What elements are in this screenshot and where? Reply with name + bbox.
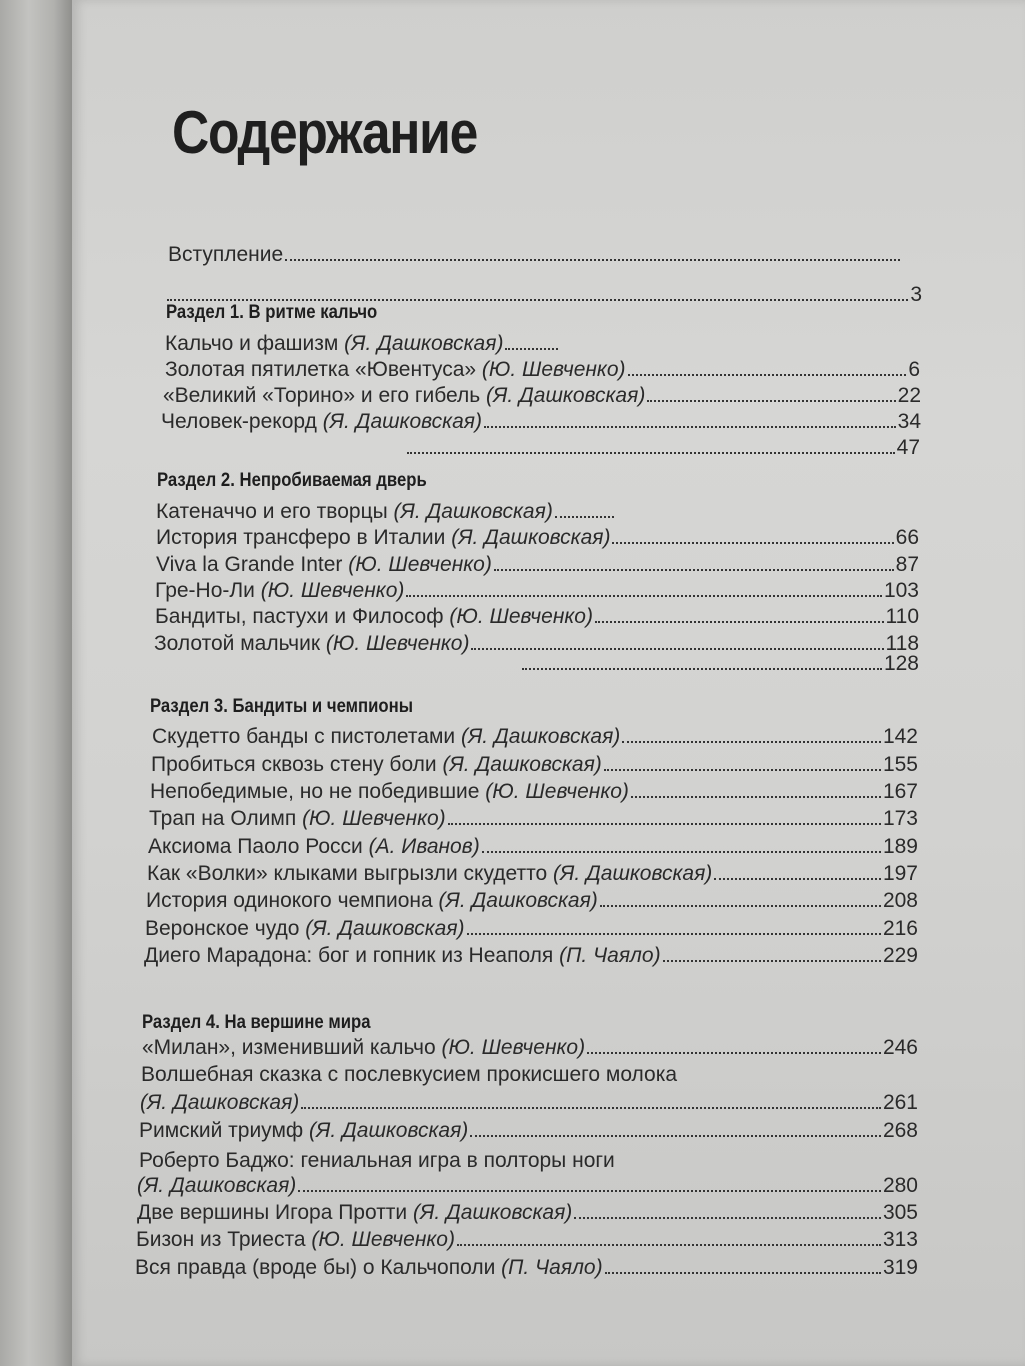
toc-entry [165, 332, 560, 356]
leader-dots [482, 851, 881, 853]
toc-entry [149, 807, 918, 831]
toc-entry-title: История одинокого чемпиона [146, 889, 433, 912]
toc-entry-title: Волшебная сказка с послевкусием прокисшего молока [141, 1063, 678, 1086]
leader-dots [574, 1217, 881, 1219]
toc-entry-author: (Я. Дашковская) [309, 1119, 469, 1142]
toc-entry-page: 22 [897, 384, 921, 407]
leader-dots [505, 348, 558, 350]
toc-entry-author: (Я. Дашковская) [451, 526, 611, 549]
toc-entry-author: (Я. Дашковская) [344, 332, 504, 355]
toc-entry-page: 208 [882, 889, 918, 912]
toc-entry [146, 889, 918, 913]
toc-entry-author: (Я. Дашковская) [486, 384, 646, 407]
leader-dots [167, 299, 908, 301]
toc-intro [168, 243, 900, 267]
leader-dots [663, 960, 881, 962]
toc-entry [165, 358, 920, 382]
toc-entry-author: (Я. Дашковская) [322, 410, 482, 433]
toc-entry-author: (Ю. Шевченко) [325, 632, 470, 655]
toc-entry-author: (Я. Дашковская) [305, 917, 465, 940]
toc-entry-author: (Ю. Шевченко) [449, 605, 593, 628]
toc-entry-title: Непобедимые, но не победившие [150, 780, 480, 803]
leader-dots [647, 400, 895, 402]
leader-dots [448, 823, 881, 825]
toc-entry-page: 246 [882, 1036, 918, 1059]
toc-entry-page: 118 [885, 632, 919, 655]
toc-entry-author: (Ю. Шевченко) [481, 358, 626, 381]
toc-entry [152, 725, 918, 749]
toc-entry-author: (Я. Дашковская) [413, 1201, 573, 1224]
leader-dots [622, 741, 881, 743]
toc-entry-page: 173 [882, 807, 918, 830]
toc-entry-page: 6 [908, 358, 920, 381]
toc-entry [150, 780, 918, 804]
toc-entry-author: (Ю. Шевченко) [311, 1228, 455, 1251]
toc-entry [136, 1228, 918, 1252]
leader-dots [522, 668, 882, 670]
toc-entry [156, 526, 919, 550]
toc-entry [161, 410, 921, 434]
toc-entry-title: Римский триумф [139, 1119, 304, 1142]
leader-dots [285, 259, 900, 261]
toc-entry [155, 579, 919, 603]
toc-entry-title: Катеначчо и его творцы [156, 500, 388, 523]
toc-entry-page: 280 [882, 1174, 918, 1197]
toc-entry [151, 753, 918, 777]
toc-entry-page: 268 [882, 1119, 918, 1142]
toc-entry-title: Пробиться сквозь стену боли [151, 753, 437, 776]
toc-entry-author: (Ю. Шевченко) [260, 579, 405, 602]
toc-entry-page: 319 [882, 1256, 918, 1279]
toc-entry [163, 384, 921, 408]
page-title: Содержание [172, 99, 477, 166]
toc-entry-page: 66 [895, 526, 919, 549]
toc-entry [156, 553, 919, 577]
leader-dots [470, 1135, 881, 1137]
toc-entry-page: 47 [896, 436, 920, 459]
book-binding [0, 0, 72, 1366]
toc-entry [147, 862, 918, 886]
toc-entry-title: Как «Волки» клыками выгрызли скудетто [147, 862, 548, 885]
toc-entry [142, 1036, 918, 1060]
toc-entry-title: «Великий «Торино» и его гибель [163, 384, 481, 407]
leader-dots [457, 1244, 881, 1246]
toc-entry-page: 142 [882, 725, 918, 748]
section-heading: Раздел 3. Бандиты и чемпионы [150, 696, 413, 717]
toc-entry-author: (Я. Дашковская) [442, 753, 602, 776]
toc-entry [137, 1174, 918, 1198]
toc-entry-author: (Ю. Шевченко) [348, 553, 492, 576]
toc-entry-author: (Я. Дашковская) [140, 1091, 300, 1114]
leader-dots [600, 905, 881, 907]
toc-entry [137, 1201, 918, 1225]
leader-dots [471, 648, 883, 650]
toc-entry-title: Аксиома Паоло Росси [148, 835, 363, 858]
leader-dots [301, 1107, 881, 1109]
leader-dots [714, 878, 881, 880]
section-heading: Раздел 4. На вершине мира [142, 1012, 371, 1033]
toc-entry-author: (Я. Дашковская) [438, 889, 598, 912]
toc-entry-page: 34 [897, 410, 921, 433]
toc-entry [145, 917, 918, 941]
section-heading: Раздел 1. В ритме кальчо [166, 302, 378, 323]
toc-entry-author: (Ю. Шевченко) [302, 807, 446, 830]
toc-entry-title: Кальчо и фашизм [165, 332, 339, 355]
toc-entry-author: (Я. Дашковская) [393, 500, 553, 523]
toc-entry-page: 167 [882, 780, 918, 803]
toc-entry-page: 110 [885, 605, 919, 628]
toc-entry [148, 835, 918, 859]
toc-entry-title: Бандиты, пастухи и Философ [155, 605, 444, 628]
leader-dots [604, 769, 881, 771]
toc-entry-title: Две вершины Игора Протти [137, 1201, 408, 1224]
toc-entry-author: (А. Иванов) [368, 835, 480, 858]
leader-dots [595, 621, 884, 623]
toc-entry [140, 1091, 918, 1115]
toc-entry-author: (Я. Дашковская) [461, 725, 621, 748]
toc-entry-author: (Я. Дашковская) [137, 1174, 297, 1197]
toc-entry-author: (Ю. Шевченко) [485, 780, 629, 803]
toc-entry-page-row [405, 436, 920, 460]
leader-dots [407, 452, 895, 454]
toc-entry-title: История трансферо в Италии [156, 526, 446, 549]
toc-entry-page: 229 [882, 944, 918, 967]
toc-entry-title: Viva la Grande Inter [156, 553, 343, 576]
leader-dots [406, 595, 882, 597]
toc-entry-title: Человек-рекорд [161, 410, 317, 433]
toc-entry-page: 155 [882, 753, 918, 776]
toc-entry [155, 605, 919, 629]
toc-entry-title: Трап на Олимп [149, 807, 297, 830]
leader-dots [467, 933, 881, 935]
toc-entry-author: (Ю. Шевченко) [441, 1036, 586, 1059]
toc-entry [139, 1119, 918, 1143]
toc-entry-title: Бизон из Триеста [136, 1228, 306, 1251]
toc-entry-title: Веронское чудо [145, 917, 300, 940]
toc-entry-page-row [520, 652, 919, 676]
toc-entry-author: (Я. Дашковская) [553, 862, 713, 885]
toc-entry-page: 305 [882, 1201, 918, 1224]
toc-entry-page: 313 [882, 1228, 918, 1251]
toc-entry [156, 500, 616, 524]
toc-entry [135, 1256, 918, 1280]
leader-dots [494, 569, 894, 571]
leader-dots [631, 796, 881, 798]
toc-entry-page: 261 [882, 1091, 918, 1114]
leader-dots [587, 1052, 881, 1054]
toc-entry-title: Скудетто банды с пистолетами [152, 725, 456, 748]
toc-entry-title: Диего Марадона: бог и гопник из Неаполя [144, 944, 554, 967]
leader-dots [298, 1190, 881, 1192]
toc-entry [144, 944, 918, 968]
toc-entry-page: 3 [910, 283, 922, 306]
leader-dots [555, 516, 614, 518]
toc-entry-page: 189 [882, 835, 918, 858]
toc-entry-page: 87 [895, 553, 919, 576]
leader-dots [605, 1272, 881, 1274]
toc-entry-page: 197 [882, 862, 918, 885]
toc-entry-title: Гре-Но-Ли [155, 579, 255, 602]
toc-entry-title: Золотая пятилетка «Ювентуса» [165, 358, 477, 381]
leader-dots [484, 426, 896, 428]
toc-entry-title: «Милан», изменивший кальчо [142, 1036, 436, 1059]
toc-entry-author: (П. Чаяло) [559, 944, 661, 967]
leader-dots [612, 542, 893, 544]
section-heading: Раздел 2. Непробиваемая дверь [157, 470, 427, 491]
toc-entry-page: 128 [883, 652, 919, 675]
toc-entry-title: Вступление [168, 243, 284, 266]
toc-entry-title: Золотой мальчик [154, 632, 321, 655]
toc-entry-page: 103 [883, 579, 919, 602]
toc-entry-page: 216 [882, 917, 918, 940]
toc-entry-title: Вся правда (вроде бы) о Кальчополи [135, 1256, 496, 1279]
toc-entry-author: (П. Чаяло) [501, 1256, 603, 1279]
toc-entry-title: Роберто Баджо: гениальная игра в полторы ноги [139, 1149, 615, 1172]
leader-dots [628, 374, 907, 376]
